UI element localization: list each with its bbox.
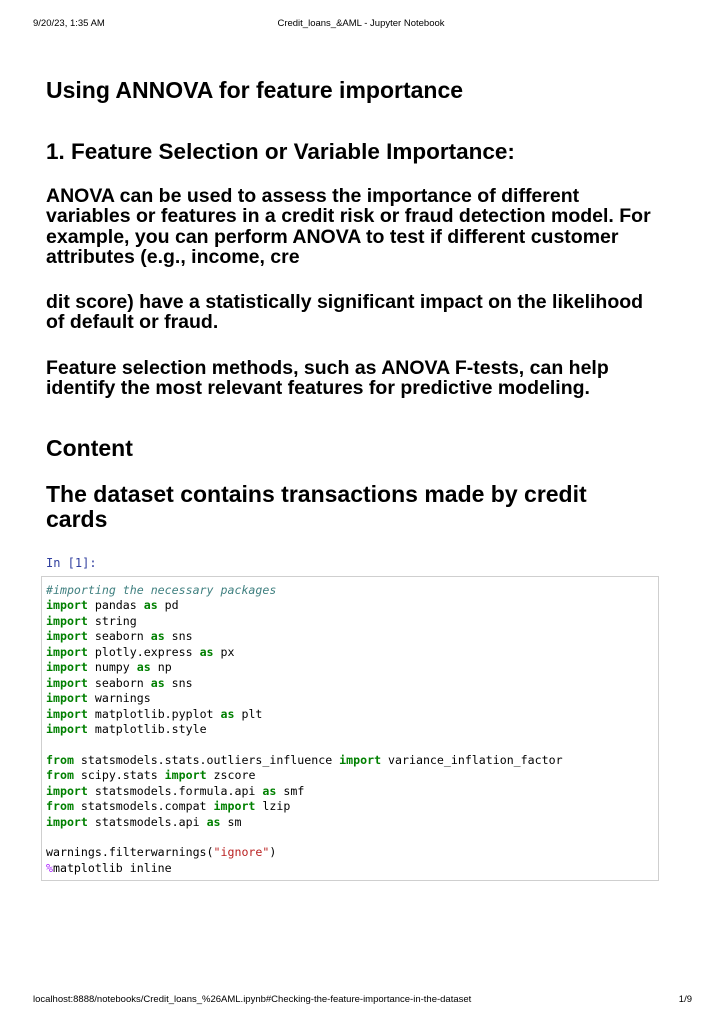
code-keyword: import: [213, 799, 256, 814]
heading-main: Using ANNOVA for feature importance: [46, 77, 464, 103]
input-prompt: In [1]:: [46, 556, 97, 570]
code-text: statsmodels.stats.outliers_influence: [73, 752, 340, 767]
print-footer: [0, 993, 722, 1007]
code-comment: #importing the necessary packages: [46, 583, 277, 597]
code-keyword: import: [46, 675, 88, 690]
code-text: scipy.stats: [73, 768, 165, 783]
code-text: px: [213, 644, 235, 659]
print-title: Credit_loans_&AML - Jupyter Notebook: [277, 18, 445, 29]
page-number: 1/9: [678, 994, 692, 1005]
code-cell[interactable]: [41, 576, 659, 881]
code-line: [46, 660, 563, 675]
code-keyword: as: [150, 675, 165, 690]
code-keyword: as: [206, 814, 221, 829]
code-text: plotly.express: [87, 644, 200, 659]
code-keyword: from: [46, 752, 74, 767]
heading-content: Content: [46, 435, 133, 461]
code-text: numpy: [87, 660, 137, 675]
code-text: statsmodels.formula.api: [87, 783, 263, 798]
code-line: [46, 614, 563, 629]
code-keyword: from: [46, 799, 74, 814]
code-keyword: import: [46, 660, 88, 675]
code-text: matplotlib inline: [52, 860, 172, 875]
code-text: sns: [164, 675, 193, 690]
code-line: [46, 737, 563, 752]
code-text: warnings.filterwarnings(: [46, 845, 214, 860]
paragraph-anova-intro: ANOVA can be used to assess the importance of different variables or features in a credit risk or fraud detection model. For example, you can perform ANOVA to test if different customer attributes (e.g., income, cre: [46, 185, 651, 268]
code-keyword: as: [143, 598, 158, 613]
code-keyword: import: [46, 613, 88, 628]
code-text: pd: [157, 598, 179, 613]
print-url: localhost:8888/notebooks/Credit_loans_%26AML.ipynb#Checking-the-feature-importance-in-the-dataset: [33, 994, 472, 1005]
code-line: [46, 815, 563, 830]
code-magic: %: [46, 860, 53, 875]
code-keyword: import: [46, 721, 88, 736]
code-string: "ignore": [213, 845, 270, 860]
print-header: [0, 17, 722, 31]
code-keyword: import: [46, 629, 88, 644]
paragraph-anova-continued: dit score) have a statistically significant impact on the likelihood of default or fraud.: [46, 291, 644, 334]
code-line: [46, 645, 563, 660]
heading-dataset: The dataset contains transactions made by credit cards: [46, 481, 587, 532]
code-text: variance_inflation_factor: [381, 752, 563, 767]
code-line: [46, 753, 563, 768]
code-keyword: import: [46, 783, 88, 798]
code-text: seaborn: [87, 629, 151, 644]
code-line: [46, 799, 563, 814]
code-text: ): [269, 845, 277, 860]
code-line: [46, 691, 563, 706]
code-keyword: import: [339, 752, 382, 767]
code-line: [46, 583, 563, 598]
code-keyword: import: [46, 814, 88, 829]
heading-feature-selection: 1. Feature Selection or Variable Importance:: [46, 139, 515, 164]
code-text: seaborn: [87, 675, 151, 690]
code-text: statsmodels.api: [87, 814, 207, 829]
code-text: statsmodels.compat: [73, 799, 214, 814]
code-keyword: import: [46, 644, 88, 659]
code-text: zscore: [206, 768, 256, 783]
code-line: [46, 784, 563, 799]
code-keyword: import: [46, 706, 88, 721]
code-text: sns: [164, 629, 193, 644]
paragraph-feature-selection: Feature selection methods, such as ANOVA F-tests, can help identify the most relevant features for predictive modeling.: [46, 357, 609, 400]
code-line: [46, 830, 563, 845]
code-text: lzip: [255, 799, 291, 814]
code-line: [46, 629, 563, 644]
code-keyword: as: [220, 706, 235, 721]
code-line: [46, 707, 563, 722]
code-editor[interactable]: [46, 583, 563, 876]
code-line: [46, 845, 563, 860]
code-text: pandas: [87, 598, 144, 613]
code-keyword: import: [46, 598, 88, 613]
code-line: [46, 676, 563, 691]
code-text: warnings: [87, 691, 151, 706]
code-keyword: as: [136, 660, 151, 675]
code-line: [46, 722, 563, 737]
code-text: smf: [276, 783, 305, 798]
code-text: plt: [234, 706, 263, 721]
code-keyword: import: [164, 768, 207, 783]
code-text: matplotlib.pyplot: [87, 706, 221, 721]
code-line: [46, 598, 563, 613]
code-text: np: [150, 660, 172, 675]
code-keyword: import: [46, 691, 88, 706]
code-text: matplotlib.style: [87, 721, 207, 736]
print-date: 9/20/23, 1:35 AM: [33, 18, 105, 29]
code-keyword: as: [199, 644, 214, 659]
code-keyword: as: [262, 783, 277, 798]
code-text: sm: [220, 814, 242, 829]
code-keyword: as: [150, 629, 165, 644]
code-text: string: [87, 613, 137, 628]
code-line: [46, 861, 563, 876]
code-keyword: from: [46, 768, 74, 783]
code-line: [46, 768, 563, 783]
